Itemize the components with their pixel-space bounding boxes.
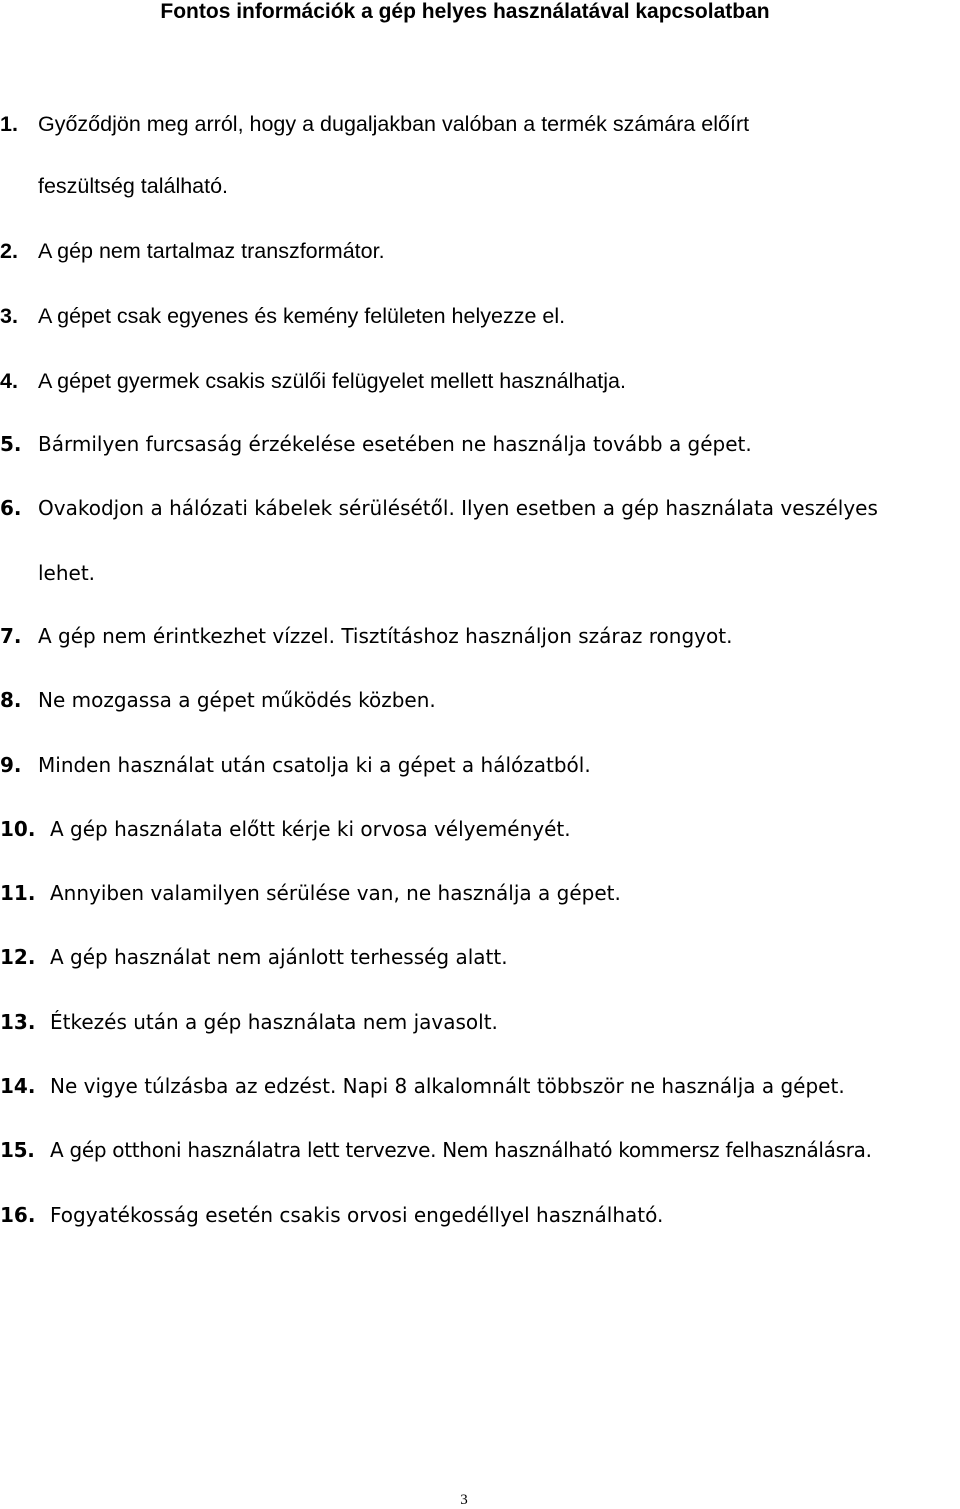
list-item xyxy=(0,624,732,648)
list-item xyxy=(0,369,626,393)
item-text: A gépet csak egyenes és kemény felületen helyezze el. xyxy=(38,304,566,328)
item-number: 8. xyxy=(0,688,22,712)
list-item xyxy=(0,112,749,136)
item-number: 12. xyxy=(0,945,36,969)
item-number: 15. xyxy=(0,1138,35,1162)
item-text: Fogyatékosság esetén csakis orvosi engedéllyel használható. xyxy=(50,1203,664,1227)
item-number: 2. xyxy=(0,239,18,263)
list-item xyxy=(0,817,571,841)
item-text: Annyiben valamilyen sérülése van, ne használja a gépet. xyxy=(50,881,621,905)
item-number: 1. xyxy=(0,112,18,136)
item-number: 5. xyxy=(0,432,22,456)
item-text: A gép nem tartalmaz transzformátor. xyxy=(38,239,385,263)
page-number: 3 xyxy=(460,1492,468,1508)
item-text: Minden használat után csatolja ki a gépet a hálózatból. xyxy=(38,753,591,777)
item-text: Bármilyen furcsaság érzékelése esetében ne használja tovább a gépet. xyxy=(38,432,752,456)
item-text: Ovakodjon a hálózati kábelek sérülésétől. Ilyen esetben a gép használata veszélyes xyxy=(38,496,878,520)
item-continuation: lehet. xyxy=(38,561,96,585)
item-text: Étkezés után a gép használata nem javasolt. xyxy=(50,1010,498,1034)
item-text: A gép használata előtt kérje ki orvosa vélyeményét. xyxy=(50,817,571,841)
list-item xyxy=(0,1138,872,1162)
item-number: 10. xyxy=(0,817,36,841)
list-item xyxy=(0,1203,663,1227)
list-item xyxy=(0,239,385,263)
item-continuation: feszültség található. xyxy=(38,174,229,198)
item-number: 3. xyxy=(0,304,18,328)
item-text: A gép nem érintkezhet vízzel. Tisztításhoz használjon száraz rongyot. xyxy=(38,624,733,648)
item-number: 11. xyxy=(0,881,36,905)
item-number: 13. xyxy=(0,1010,36,1034)
list-item xyxy=(0,753,591,777)
item-text: A gép otthoni használatra lett tervezve. Nem használható kommersz felhasználásra. xyxy=(50,1138,872,1162)
item-text: Ne vigye túlzásba az edzést. Napi 8 alkalomnált többször ne használja a gépet. xyxy=(50,1074,845,1098)
list-item xyxy=(0,432,752,456)
item-number: 7. xyxy=(0,624,22,648)
item-number: 9. xyxy=(0,753,22,777)
item-number: 14. xyxy=(0,1074,36,1098)
page-title: Fontos információk a gép helyes használatával kapcsolatban xyxy=(160,0,770,23)
item-text: A gép használat nem ajánlott terhesség alatt. xyxy=(50,945,508,969)
list-item xyxy=(0,881,621,905)
item-text: A gépet gyermek csakis szülői felügyelet mellett használhatja. xyxy=(38,369,626,393)
list-item xyxy=(0,1010,498,1034)
list-item xyxy=(0,1074,845,1098)
list-item xyxy=(0,688,436,712)
item-number: 16. xyxy=(0,1203,36,1227)
item-text: Győződjön meg arról, hogy a dugaljakban valóban a termék számára előírt xyxy=(38,112,750,136)
list-item xyxy=(0,304,565,328)
list-item xyxy=(0,945,508,969)
item-number: 6. xyxy=(0,496,22,520)
item-number: 4. xyxy=(0,369,18,393)
item-text: Ne mozgassa a gépet működés közben. xyxy=(38,688,436,712)
list-item xyxy=(0,496,878,520)
